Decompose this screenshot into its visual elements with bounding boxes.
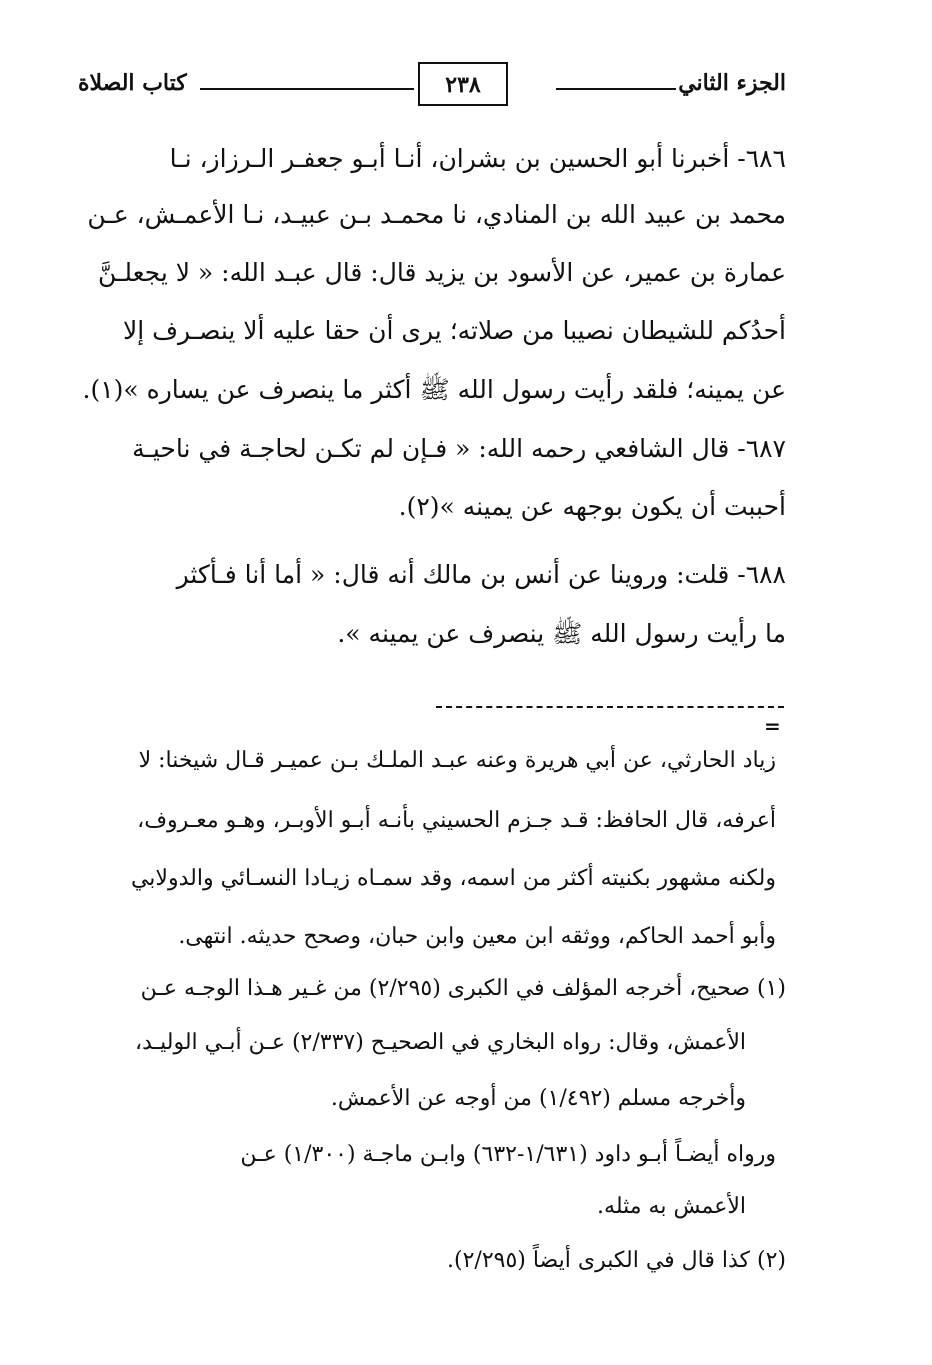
footnote-line: وأخرجه مسلم (١/٤٩٢) من أوجه عن الأعمش. xyxy=(330,1086,746,1111)
text-line: أحببت أن يكون بوجهه عن يمينه »(٢). xyxy=(398,492,786,521)
header-rule-right xyxy=(556,88,676,90)
footnote-line: زياد الحارثي، عن أبي هريرة وعنه عبـد الملـك بـن عميـر قـال شيخنا: لا xyxy=(138,748,776,773)
book-title: كتاب الصلاة xyxy=(78,70,187,96)
footnote-separator xyxy=(436,706,784,708)
text-line: ٦٨٧- قال الشافعي رحمه الله: « فـإن لم تكـن لحاجـة في ناحيـة xyxy=(132,434,786,463)
page-number: ٢٣٨ xyxy=(418,62,508,106)
text-line: أحدُكم للشيطان نصيبا من صلاته؛ يرى أن حقا عليه ألا ينصـرف إلا xyxy=(122,316,786,345)
text-line: محمد بن عبيد الله بن المنادي، نا محمـد بـن عبيـد، نـا الأعمـش، عـن xyxy=(87,200,786,229)
footnote-line: وأبو أحمد الحاكم، ووثقه ابن معين وابن حبان، وصحح حديثه. انتهى. xyxy=(178,924,776,949)
footnote-line: ولكنه مشهور بكنيته أكثر من اسمه، وقد سمـاه زيـادا النسـائي والدولابي xyxy=(130,866,776,891)
text-line: ٦٨٦- أخبرنا أبو الحسين بن بشران، أنـا أبـو جعفـر الـرزاز، نـا xyxy=(169,144,786,173)
text-line: ٦٨٨- قلت: وروينا عن أنس بن مالك أنه قال: « أما أنا فـأكثر xyxy=(176,560,786,589)
footnote-line: (١) صحيح، أخرجه المؤلف في الكبرى (٢/٢٩٥) من غـير هـذا الوجـه عـن xyxy=(140,976,786,1001)
footnote-line: (٢) كذا قال في الكبرى أيضاً (٢/٢٩٥). xyxy=(447,1248,786,1273)
text-line: ما رأيت رسول الله ﷺ ينصرف عن يمينه ». xyxy=(337,619,786,648)
text-line: عمارة بن عمير، عن الأسود بن يزيد قال: قال عبـد الله: « لا يجعلـنَّ xyxy=(97,258,786,287)
running-header xyxy=(78,62,786,112)
footnote-line: أعرفه، قال الحافظ: قـد جـزم الحسيني بأنـه أبـو الأوبـر، وهـو معـروف، xyxy=(137,808,776,833)
header-rule-left xyxy=(200,88,414,90)
volume-title: الجزء الثاني xyxy=(678,70,786,96)
footnote-line: الأعمش به مثله. xyxy=(597,1194,746,1219)
text-line: عن يمينه؛ فلقد رأيت رسول الله ﷺ أكثر ما ينصرف عن يساره »(١). xyxy=(82,375,786,404)
continuation-mark: = xyxy=(764,714,781,738)
footnote-line: ورواه أيضـاً أبـو داود (١/٦٣١-٦٣٢) وابـن ماجـة (١/٣٠٠) عـن xyxy=(240,1142,776,1167)
footnote-line: الأعمش، وقال: رواه البخاري في الصحيـح (٢/٣٣٧) عـن أبـي الوليـد، xyxy=(135,1030,746,1055)
